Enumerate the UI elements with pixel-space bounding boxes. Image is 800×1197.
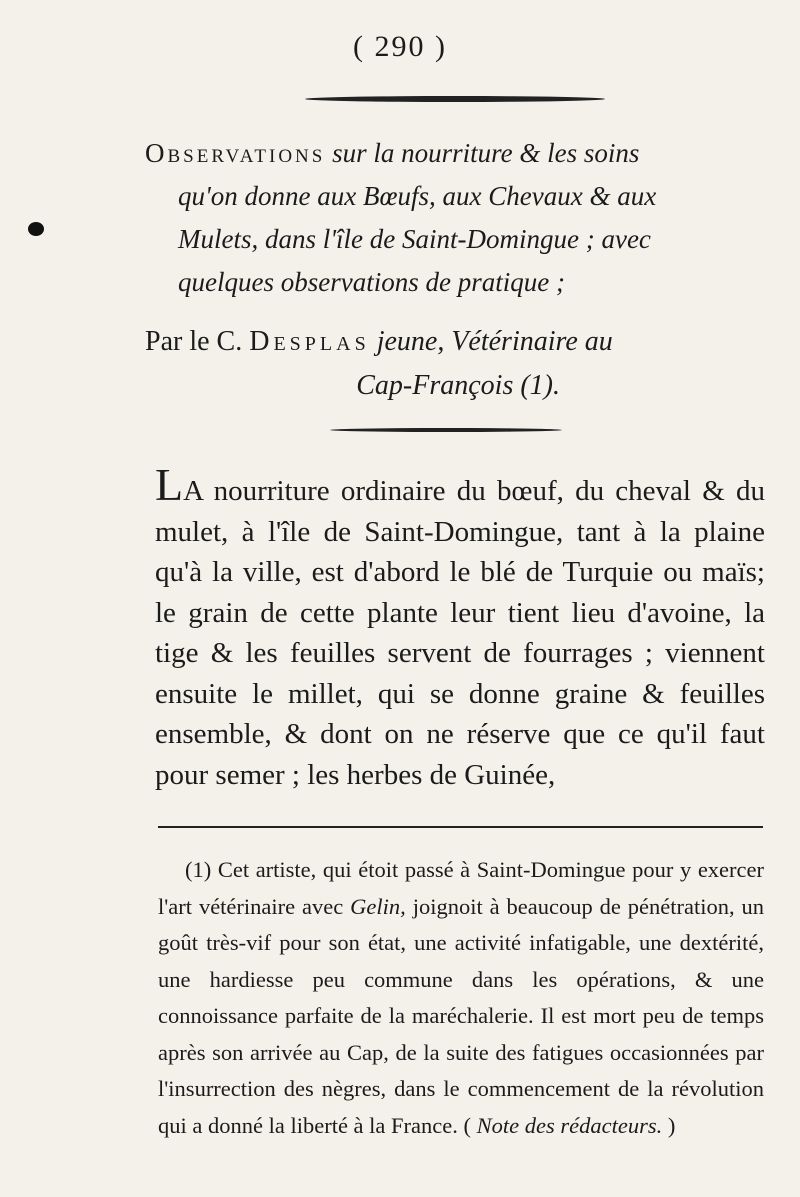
body-text-content: A nourriture ordinaire du bœuf, du cheval & du mulet, à l'île de Saint-Domingue, tant à la plaine qu'à la ville, est d'abord le blé de Turquie ou maïs; le grain de cette plante leur tient lieu d'avoine, la tige & les feuilles servent de fourrages ; viennent ensuite le millet, qui se donne graine & feuilles ensemble, & dont on ne réserve que ce qu'il faut pour semer ; les herbes de Guinée, [155,475,765,791]
footnote-name: Gelin, [350,893,406,919]
header-rule [305,96,605,102]
drop-cap: L [155,459,184,510]
footnote [158,852,764,1144]
title-line-1 [145,132,775,175]
footnote-part-1: (1) Cet artiste, qui étoit passé à Saint-Domingue pour y exercer l'art vétérinaire avec [158,857,764,919]
article-title [145,132,775,304]
title-rule [330,428,562,432]
author-name: Desplas [249,326,370,357]
title-line-4: quelques observations de pratique ; [178,267,565,297]
title-line-2: qu'on donne aux Bœufs, aux Chevaux & aux [178,181,657,211]
body-text [155,459,765,795]
body-paragraph [155,459,765,795]
title-line-1-rest: sur la nourriture & les soins [325,138,640,168]
footnote-part-2: joignoit à beaucoup de pénétration, un goût très-vif pour son état, une activité infatigable, une dextérité, une hardiesse peu commune dans les opérations, & une connoissance parfaite de la maréchalerie. Il est mort peu de temps après son arrivée au Cap, de la suite des fatigues occasionnées par l'insurrection des nègres, dans le commencement de la révolution qui a donné la liberté à la France. ( [158,893,764,1138]
title-lead: Observations [145,138,326,168]
footnote-rule [158,826,763,828]
byline [145,320,765,408]
byline-prefix: Par le C. [145,326,250,357]
footnote-paragraph [158,852,764,1144]
ink-blot [28,222,44,236]
byline-line-2: Cap-François (1). [356,370,560,401]
footnote-note-label: Note des rédacteurs. [476,1112,663,1138]
footnote-part-3: ) [662,1112,676,1138]
page-number: ( 290 ) [353,30,447,63]
author-role: jeune, Vétérinaire au [369,326,613,357]
title-line-3: Mulets, dans l'île de Saint-Domingue ; avec [178,224,651,254]
